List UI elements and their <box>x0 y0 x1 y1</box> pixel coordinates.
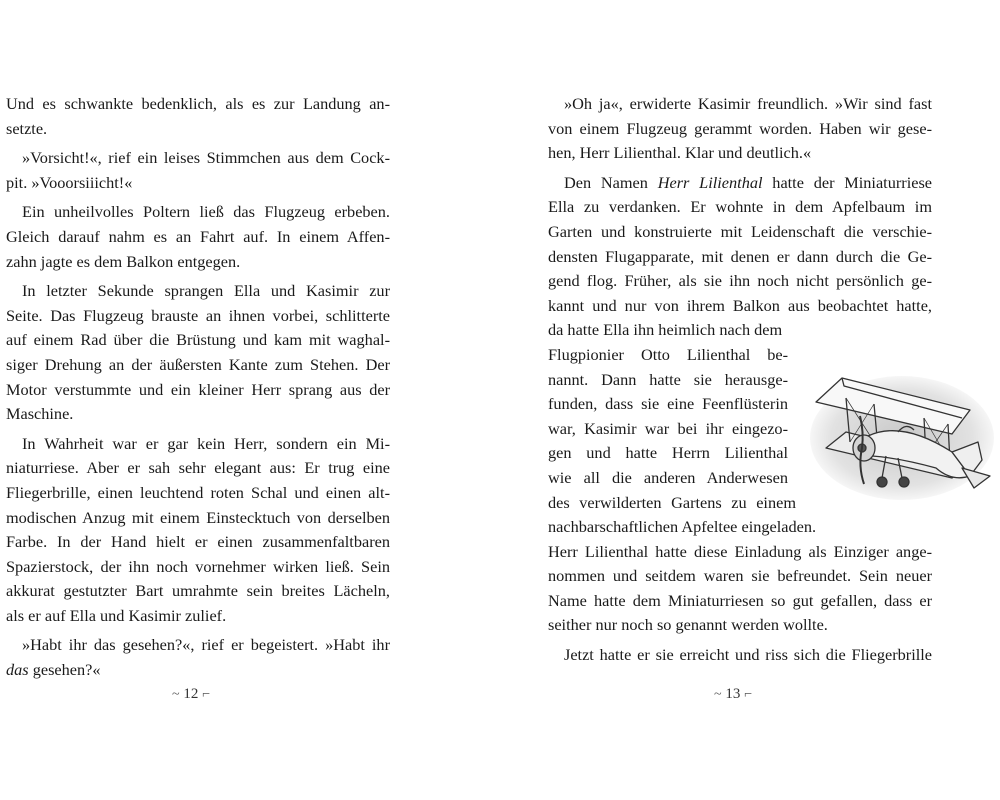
text-line: Jetzt hatte er sie erreicht und riss sich die Fliegerbrille <box>564 645 932 665</box>
text-line: von einem Flugzeug gerammt worden. Haben wir gese- <box>548 118 932 138</box>
text-line: Name hatte dem Miniaturriesen so gut gefallen, dass er <box>548 590 932 610</box>
text-line: densten Flugapparate, mit denen er dann durch die Ge- <box>548 246 932 266</box>
folio-ornament: ⌐ <box>202 687 210 702</box>
biplane-illustration <box>802 356 998 508</box>
folio-ornament: ~ <box>714 687 722 702</box>
text-line: gen und hatte Herrn Lilienthal <box>548 443 788 463</box>
text-line: Gleich darauf nahm es an Fahrt auf. In einem Affen- <box>6 226 390 246</box>
text-line: seither nur noch so genannt werden wollte. <box>548 615 828 635</box>
text-line: des verwilderten Gartens zu einem <box>548 492 796 512</box>
text-line <box>6 658 390 683</box>
text-line: gend flog. Früher, als sie ihn noch nicht persönlich ge- <box>548 271 932 291</box>
text-line: Motor verstummte und ein kleiner Herr sprang aus der <box>6 379 390 399</box>
text-line: nannt. Dann hatte sie herausge- <box>548 369 788 389</box>
folio-ornament: ⌐ <box>744 687 752 702</box>
text-line: Seite. Das Flugzeug brauste an ihnen vorbei, schlitterte <box>6 305 390 325</box>
text-line: »Habt ihr das gesehen?«, rief er begeistert. »Habt ihr <box>22 635 390 655</box>
text-line: hen, Herr Lilienthal. Klar und deutlich.« <box>548 143 812 163</box>
text-line: Und es schwankte bedenklich, als es zur Landung an- <box>6 94 390 113</box>
text-line: nachbarschaftlichen Apfeltee eingeladen. <box>548 517 817 537</box>
page-number-right <box>714 686 752 703</box>
text-fragment: Den Namen <box>564 172 648 192</box>
text-line: Fliegerbrille, einen leuchtend roten Schal und einen alt- <box>6 482 390 502</box>
text-line: Farbe. In der Hand hielt er einen zusammenfaltbaren <box>6 532 390 552</box>
text-line: Ein unheilvolles Poltern ließ das Flugzeug erbeben. <box>22 202 390 222</box>
text-fragment: hatte der Miniaturriese <box>772 172 933 192</box>
text-line: setzte. <box>6 118 48 138</box>
text-line: In letzter Sekunde sprangen Ella und Kasimir zur <box>22 281 390 301</box>
text-line: kannt und nur von ihrem Balkon aus beobachtet hatte, <box>548 295 932 315</box>
text-line: war, Kasimir war bei ihr eingezo- <box>548 418 788 438</box>
text-line: »Oh ja«, erwiderte Kasimir freundlich. »Wir sind fast <box>564 94 932 113</box>
text-line: pit. »Vooorsiiicht!« <box>6 172 133 192</box>
text-line: Garten und konstruierte mit Leidenschaft die verschie- <box>548 221 932 241</box>
text-line: zahn jagte es dem Balkon entgegen. <box>6 251 241 271</box>
text-line <box>548 171 932 196</box>
page-number-left <box>172 686 210 703</box>
text-line: In Wahrheit war er gar kein Herr, sondern ein Mi- <box>22 433 390 453</box>
page-number-text: 12 <box>183 686 199 702</box>
text-line: funden, dass sie eine Feenflüsterin <box>548 394 788 414</box>
folio-ornament: ~ <box>172 687 180 702</box>
text-line: Maschine. <box>6 404 74 424</box>
emphasis-text: Herr Lilienthal <box>657 172 763 192</box>
text-line: siger Drehung an der äußersten Kante zum Stehen. Der <box>6 354 390 374</box>
emphasis-text: das <box>6 660 29 680</box>
text-line: Spazierstock, der ihn noch vornehmer wirken ließ. Sein <box>6 556 390 576</box>
text-line: modischen Anzug mit einem Einstecktuch von derselben <box>6 507 390 527</box>
text-line: wie all die anderen Anderwesen <box>548 467 788 487</box>
text-line: akkurat gestutzter Bart umrahmte sein breites Lächeln, <box>6 581 390 601</box>
text-line: auf einem Rad über die Brüstung und kam mit waghal- <box>6 330 390 350</box>
text-fragment: gesehen?« <box>32 660 101 680</box>
text-line: Flugpionier Otto Lilienthal be- <box>548 344 788 364</box>
text-line: Herr Lilienthal hatte diese Einladung als Einziger ange- <box>548 541 932 561</box>
left-page <box>6 92 390 683</box>
page-number-text: 13 <box>725 686 741 702</box>
text-line: Ella zu verdanken. Er wohnte in dem Apfelbaum im <box>548 197 932 217</box>
text-line: »Vorsicht!«, rief ein leises Stimmchen aus dem Cock- <box>22 148 390 168</box>
text-line: nommen und seitdem waren sie befreundet. Sein neuer <box>548 566 932 586</box>
text-line: niaturriese. Aber er sah sehr elegant aus: Er trug eine <box>6 458 390 478</box>
text-line: da hatte Ella ihn heimlich nach dem <box>548 320 783 340</box>
text-line: als er auf Ella und Kasimir zulief. <box>6 605 227 625</box>
